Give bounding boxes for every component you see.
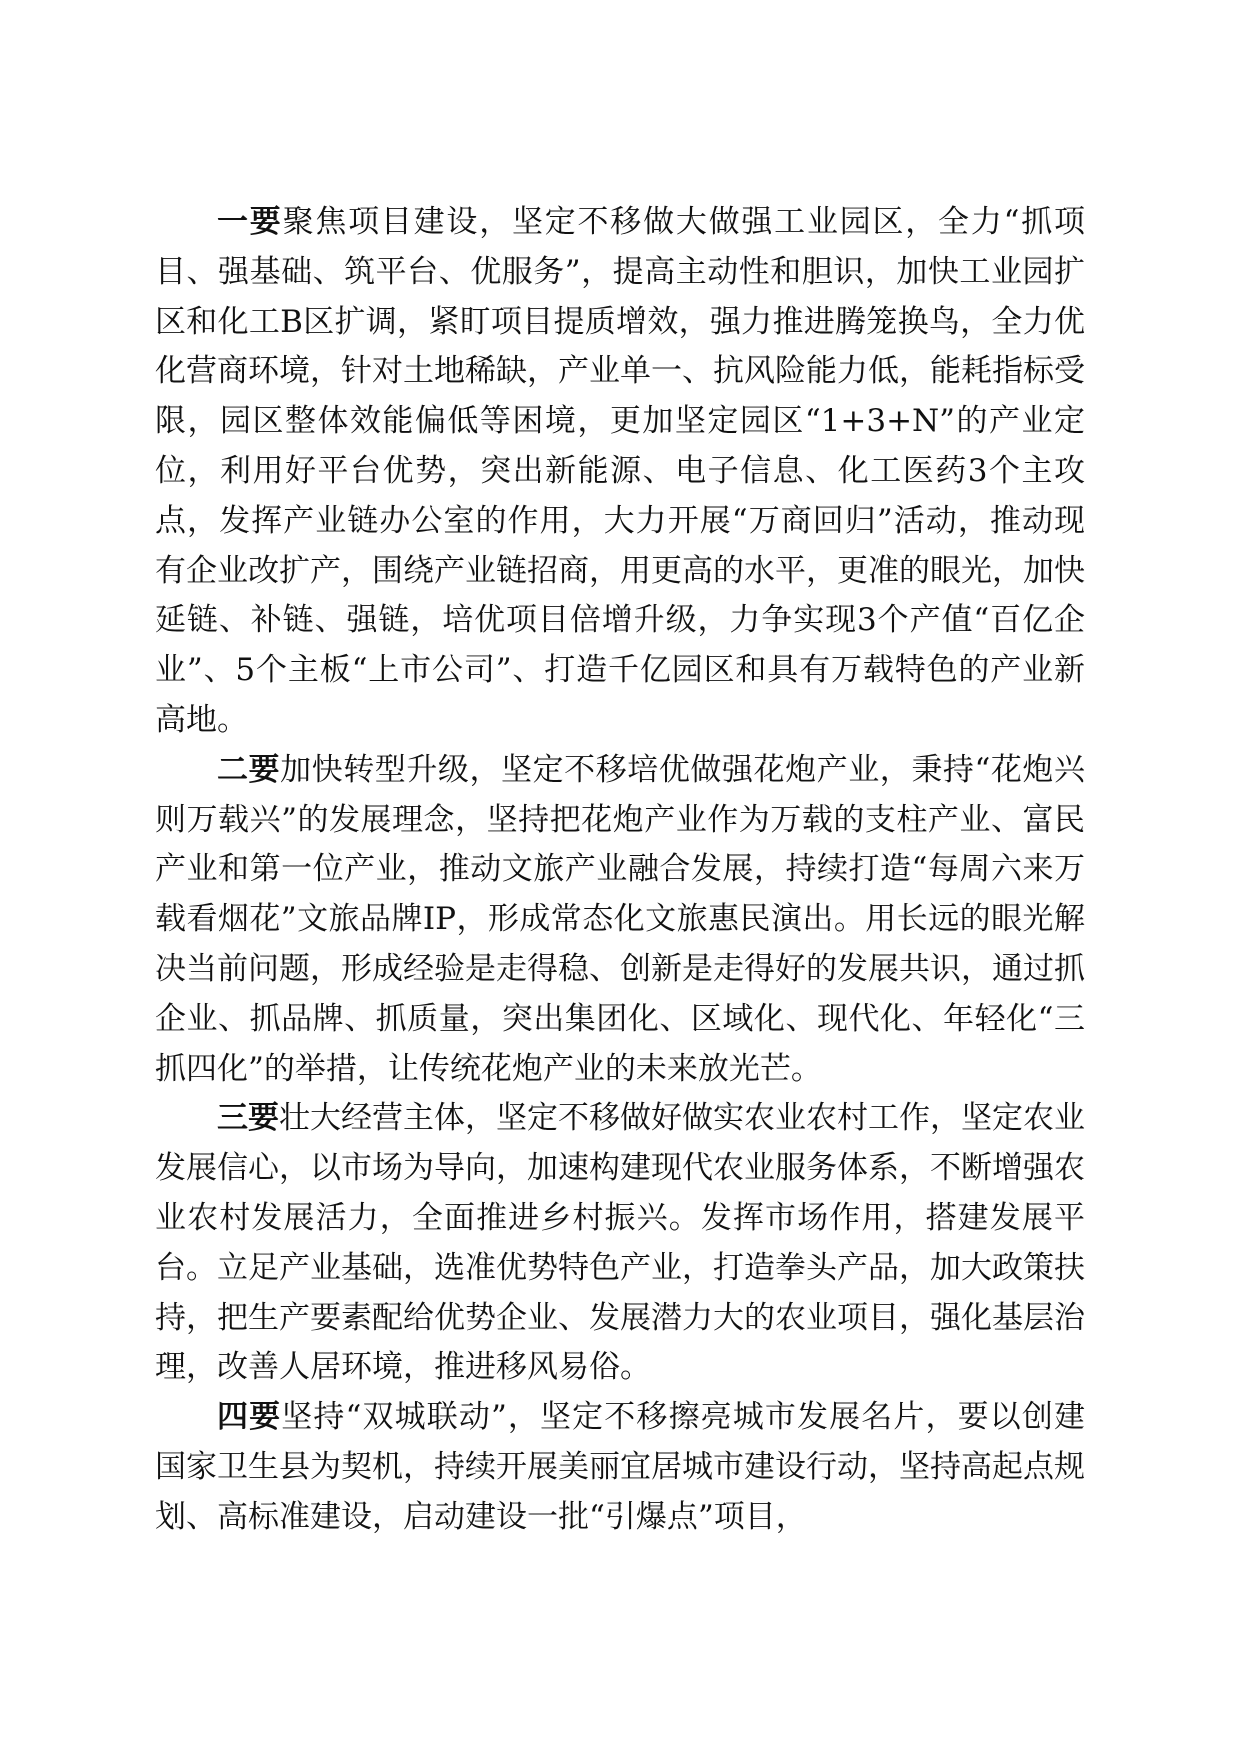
paragraph-2 <box>155 746 1085 1095</box>
paragraph-3 <box>155 1094 1085 1393</box>
document-body <box>155 198 1085 1543</box>
paragraph-4-lead: 四要 <box>217 1399 282 1436</box>
paragraph-4-text: 坚持“双城联动”，坚定不移擦亮城市发展名片，要以创建国家卫生县为契机，持续开展美丽宜居城市建设行动，坚持高起点规划、高标准建设，启动建设一批“引爆点”项目， <box>155 1399 1085 1535</box>
paragraph-1-lead: 一要 <box>217 204 283 240</box>
paragraph-4 <box>155 1393 1085 1542</box>
paragraph-1 <box>155 198 1085 746</box>
paragraph-2-text: 加快转型升级，坚定不移培优做强花炮产业，秉持“花炮兴则万载兴”的发展理念，坚持把花炮产业作为万载的支柱产业、富民产业和第一位产业，推动文旅产业融合发展，持续打造“每周六来万载看烟花”文旅品牌IP，形成常态化文旅惠民演出。用长远的眼光解决当前问题，形成经验是走得稳、创新是走得好的发展共识，通过抓企业、抓品牌、抓质量，突出集团化、区域化、现代化、年轻化“三抓四化”的举措，让传统花炮产业的未来放光芒。 <box>155 751 1085 1087</box>
paragraph-1-text: 聚焦项目建设，坚定不移做大做强工业园区，全力“抓项目、强基础、筑平台、优服务”，提高主动性和胆识，加快工业园扩区和化工B区扩调，紧盯项目提质增效，强力推进腾笼换鸟，全力优化营商环境，针对土地稀缺，产业单一、抗风险能力低，能耗指标受限，园区整体效能偏低等困境，更加坚定园区“1+3+N”的产业定位，利用好平台优势，突出新能源、电子信息、化工医药3个主攻点，发挥产业链办公室的作用，大力开展“万商回归”活动，推动现有企业改扩产，围绕产业链招商，用更高的水平，更准的眼光，加快延链、补链、强链，培优项目倍增升级，力争实现3个产值“百亿企业”、5个主板“上市公司”、打造千亿园区和具有万载特色的产业新高地。 <box>155 204 1085 738</box>
paragraph-3-lead: 三要 <box>217 1100 279 1137</box>
paragraph-2-lead: 二要 <box>217 751 281 788</box>
paragraph-3-text: 壮大经营主体，坚定不移做好做实农业农村工作，坚定农业发展信心，以市场为导向，加速构建现代农业服务体系，不断增强农业农村发展活力，全面推进乡村振兴。发挥市场作用，搭建发展平台。立足产业基础，选准优势特色产业，打造拳头产品，加大政策扶持，把生产要素配给优势企业、发展潜力大的农业项目，强化基层治理，改善人居环境，推进移风易俗。 <box>155 1100 1085 1386</box>
